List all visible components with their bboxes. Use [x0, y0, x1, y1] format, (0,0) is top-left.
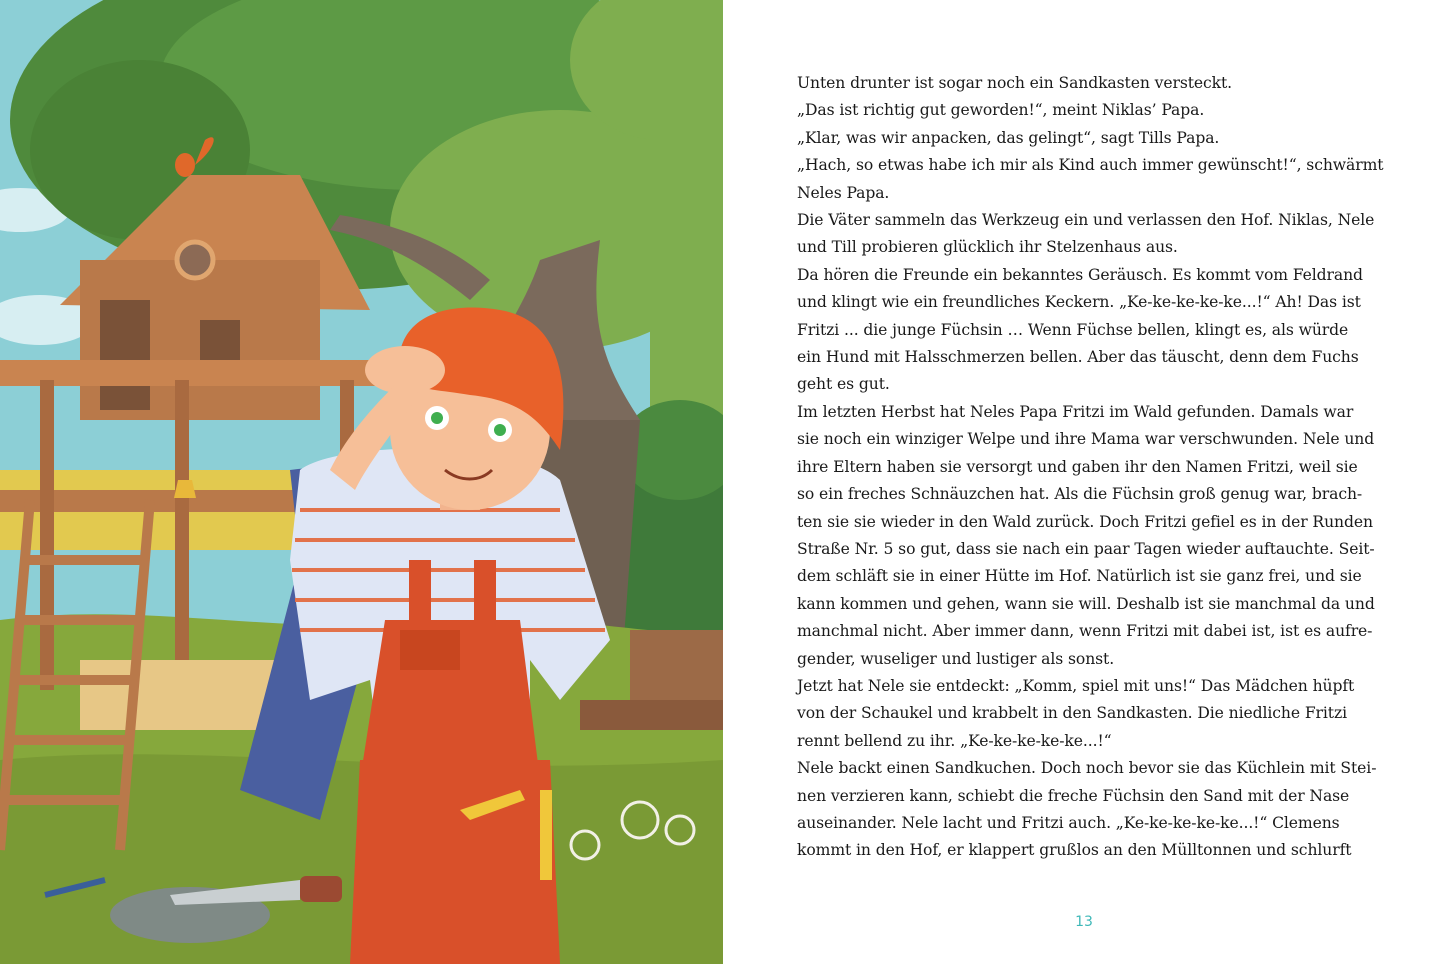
text-line: Neles Papa.	[797, 183, 890, 202]
text-line: Nele backt einen Sandkuchen. Doch noch bevor sie das Küchlein mit Stei-	[797, 759, 1377, 778]
text-line: so ein freches Schnäuzchen hat. Als die Füchsin groß genug war, brach-	[797, 485, 1363, 504]
text-line: „Das ist richtig gut geworden!“, meint Niklas’ Papa.	[797, 101, 1205, 120]
text-line: ihre Eltern haben sie versorgt und gaben ihr den Namen Fritzi, weil sie	[797, 457, 1358, 476]
text-line: gender, wuseliger und lustiger als sonst.	[797, 649, 1115, 668]
text-line: und Till probieren glücklich ihr Stelzenhaus aus.	[797, 238, 1178, 257]
text-line: rennt bellend zu ihr. „Ke-ke-ke-ke-ke...!“	[797, 731, 1112, 750]
text-line: Unten drunter ist sogar noch ein Sandkasten versteckt.	[797, 74, 1233, 92]
text-line: Straße Nr. 5 so gut, dass sie nach ein paar Tagen wieder auftauchte. Seit-	[797, 539, 1375, 558]
page-number: 13	[1075, 914, 1093, 930]
bench-back	[630, 630, 723, 700]
text-line: nen verzieren kann, schiebt die freche Füchsin den Sand mit der Nase	[797, 786, 1350, 805]
text-line: Die Väter sammeln das Werkzeug ein und verlassen den Hof. Niklas, Nele	[797, 211, 1375, 230]
text-line: kommt in den Hof, er klappert grußlos an den Mülltonnen und schlurft	[797, 841, 1352, 860]
text-line: ten sie sie wieder in den Wald zurück. Doch Fritzi gefiel es in der Runden	[797, 512, 1373, 531]
text-line: von der Schaukel und krabbelt in den Sandkasten. Die niedliche Fritzi	[797, 704, 1347, 723]
text-page	[723, 0, 1445, 964]
text-line: „Klar, was wir anpacken, das gelingt“, sagt Tills Papa.	[797, 128, 1220, 147]
text-line: auseinander. Nele lacht und Fritzi auch. „Ke-ke-ke-ke-ke...!“ Clemens	[797, 813, 1340, 832]
bench	[580, 700, 723, 730]
text-line: Im letzten Herbst hat Neles Papa Fritzi im Wald gefunden. Damals war	[797, 402, 1354, 421]
text-line: Fritzi ... die junge Füchsin … Wenn Füchse bellen, klingt es, als würde	[797, 320, 1349, 339]
text-line: Jetzt hat Nele sie entdeckt: „Komm, spiel mit uns!“ Das Mädchen hüpft	[797, 676, 1355, 695]
text-line: manchmal nicht. Aber immer dann, wenn Fritzi mit dabei ist, ist es aufre-	[797, 622, 1373, 641]
text-line: kann kommen und gehen, wann sie will. Deshalb ist sie manchmal da und	[797, 594, 1375, 613]
text-line: und klingt wie ein freundliches Keckern. „Ke-ke-ke-ke-ke...!“ Ah! Das ist	[797, 293, 1361, 312]
text-line: geht es gut.	[797, 375, 890, 394]
text-line: Da hören die Freunde ein bekanntes Geräusch. Es kommt vom Feldrand	[797, 265, 1363, 284]
text-line: sie noch ein winziger Welpe und ihre Mama war verschwunden. Nele und	[797, 430, 1375, 449]
text-line: dem schläft sie in einer Hütte im Hof. Natürlich ist sie ganz frei, und sie	[797, 567, 1362, 586]
text-line: „Hach, so etwas habe ich mir als Kind auch immer gewünscht!“, schwärmt	[797, 156, 1384, 175]
text-line: ein Hund mit Halsschmerzen bellen. Aber das täuscht, denn dem Fuchs	[797, 348, 1359, 367]
saw-handle	[300, 876, 342, 902]
story-text	[797, 70, 1387, 865]
